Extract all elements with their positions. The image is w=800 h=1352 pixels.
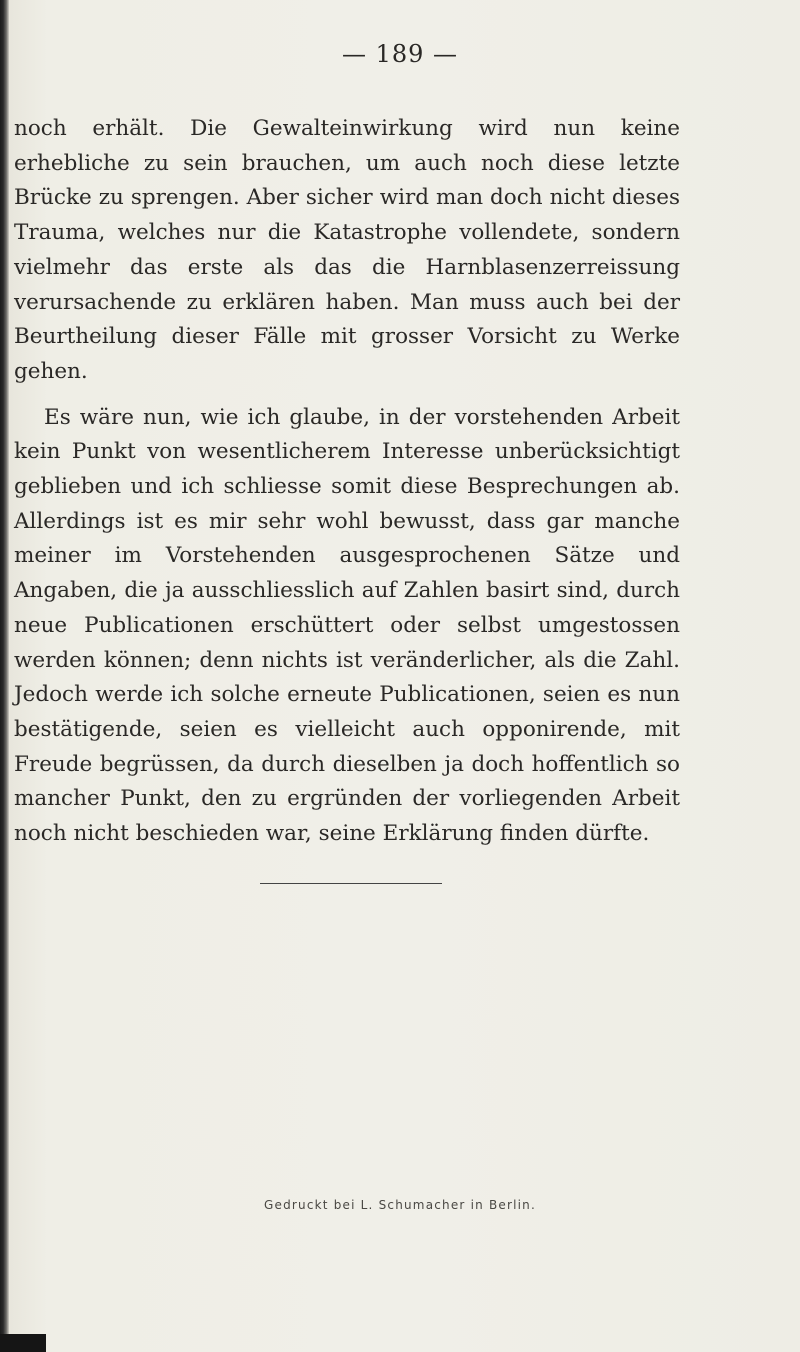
page-number-header: — 189 — — [341, 40, 459, 68]
paragraph-1: noch erhält. Die Gewalteinwirkung wird nun keine erhebliche zu sein brauchen, um auch noch diese letzte Brücke zu sprengen. Aber sicher wird man doch nicht dieses Trauma, welches nur die Katastrophe vollendete, sondern vielmehr das erste als das die Harnblasenzerreissung verursachende zu erklären haben. Man muss auch bei der Beurtheilung dieser Fälle mit grosser Vorsicht zu Werke gehen. — [14, 116, 680, 384]
paragraph-2: Es wäre nun, wie ich glaube, in der vorstehenden Arbeit kein Punkt von wesentlicherem Interesse unberücksichtigt geblieben und ich schliesse somit diese Besprechungen ab. Allerdings ist es mir sehr wohl bewusst, dass gar manche meiner im Vorstehenden ausgesprochenen Sätze und Angaben, die ja ausschliesslich auf Zahlen basirt sind, durch neue Publicationen erschüttert oder selbst umgestossen werden können; denn nichts ist veränderlicher, als die Zahl. Jedoch werde ich solche erneute Publicationen, seien es nun bestätigende, seien es vielleicht auch opponirende, mit Freude begrüssen, da durch dieselben ja doch hoffentlich so mancher Punkt, den zu ergründen der vorliegenden Arbeit noch nicht beschieden war, seine Erklärung finden dürfte. — [14, 404, 680, 847]
body-text — [14, 112, 680, 852]
section-divider — [260, 883, 442, 884]
binding-edge — [0, 0, 9, 1352]
printer-imprint: Gedruckt bei L. Schumacher in Berlin. — [264, 1198, 536, 1212]
scan-edge-shadow — [0, 1334, 46, 1352]
